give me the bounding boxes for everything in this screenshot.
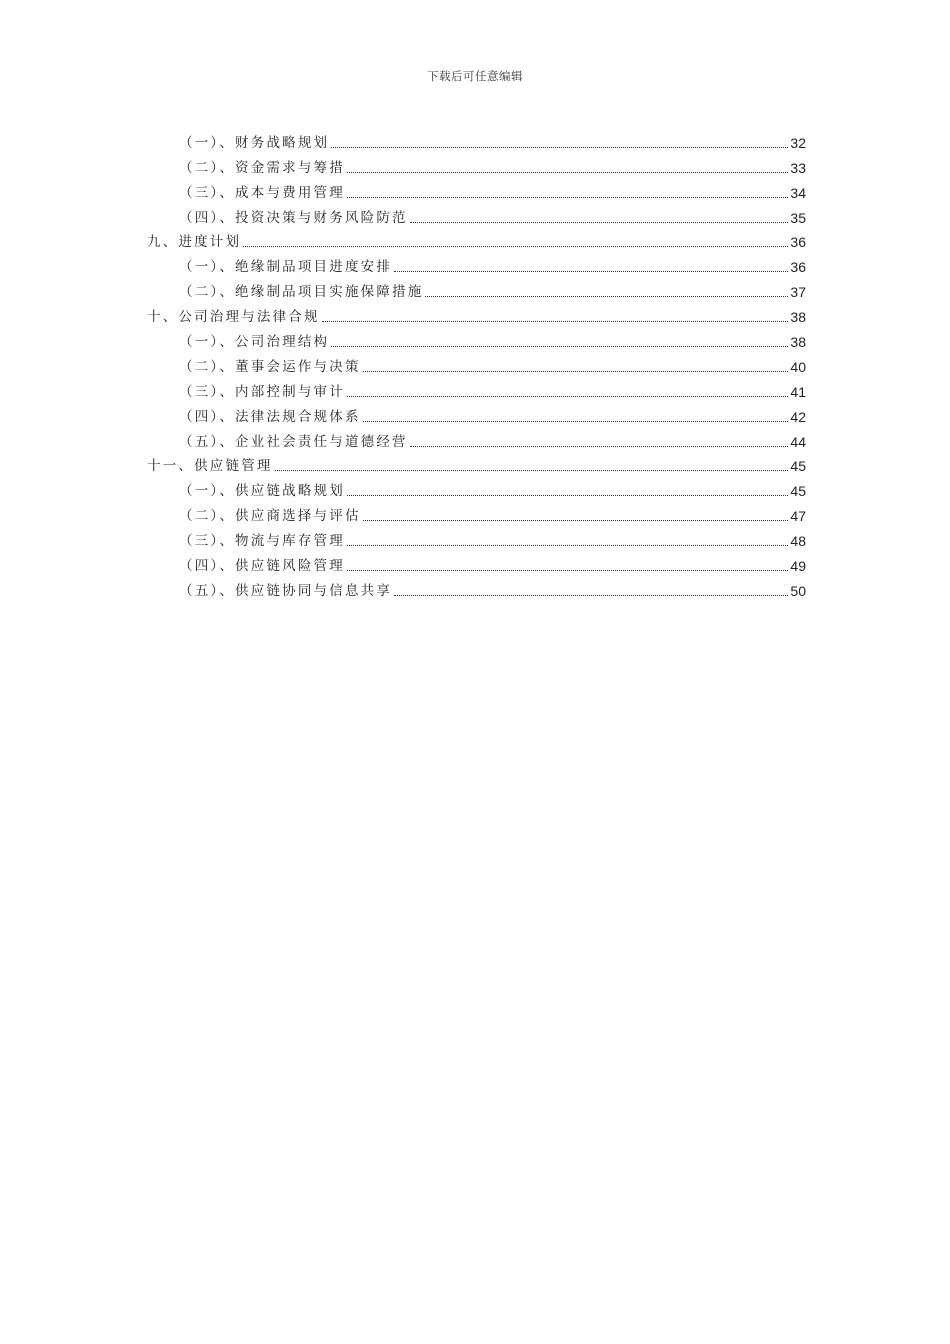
toc-dot-leader: [410, 221, 789, 223]
toc-entry-page-number: 50: [790, 582, 806, 599]
toc-entry[interactable]: [147, 202, 806, 227]
toc-entry-title: （一）、绝缘制品项目进度安排: [179, 259, 393, 276]
toc-entry[interactable]: [147, 451, 806, 476]
toc-entry[interactable]: [147, 177, 806, 202]
toc-entry-page-number: 37: [790, 284, 806, 301]
toc-dot-leader: [347, 171, 788, 173]
toc-dot-leader: [347, 569, 788, 571]
toc-dot-leader: [331, 345, 788, 347]
toc-entry-page-number: 33: [790, 159, 806, 176]
toc-entry-title: 十、公司治理与法律合规: [147, 309, 320, 326]
toc-dot-leader: [331, 146, 788, 148]
toc-entry[interactable]: [147, 301, 806, 326]
toc-dot-leader: [425, 295, 788, 297]
toc-entry-page-number: 45: [790, 483, 806, 500]
toc-entry[interactable]: [147, 550, 806, 575]
toc-entry-title: （一）、财务战略规划: [179, 134, 330, 151]
toc-entry[interactable]: [147, 127, 806, 152]
toc-entry[interactable]: [147, 227, 806, 252]
toc-entry-page-number: 36: [790, 234, 806, 251]
toc-entry[interactable]: [147, 475, 806, 500]
toc-entry[interactable]: [147, 152, 806, 177]
toc-entry-title: （四）、法律法规合规体系: [179, 408, 361, 425]
toc-dot-leader: [275, 469, 789, 471]
toc-entry[interactable]: [147, 500, 806, 525]
toc-entry-title: （四）、供应链风险管理: [179, 558, 345, 575]
toc-dot-leader: [347, 395, 788, 397]
toc-entry[interactable]: [147, 376, 806, 401]
toc-entry-page-number: 42: [790, 408, 806, 425]
toc-entry-title: （二）、绝缘制品项目实施保障措施: [179, 284, 424, 301]
toc-entry[interactable]: [147, 401, 806, 426]
toc-entry-title: （二）、供应商选择与评估: [179, 508, 361, 525]
toc-dot-leader: [363, 519, 789, 521]
toc-entry-title: （二）、资金需求与筹措: [179, 159, 345, 176]
toc-dot-leader: [394, 270, 788, 272]
toc-entry-page-number: 34: [790, 184, 806, 201]
toc-entry-title: 十一、供应链管理: [147, 458, 273, 475]
toc-entry-page-number: 32: [790, 134, 806, 151]
toc-entry[interactable]: [147, 575, 806, 600]
toc-dot-leader: [347, 196, 788, 198]
toc-entry-title: （二）、董事会运作与决策: [179, 358, 361, 375]
toc-entry-page-number: 49: [790, 558, 806, 575]
page-header: 下载后可任意编辑: [427, 69, 523, 83]
toc-entry-title: 九、进度计划: [147, 234, 242, 251]
toc-entry-page-number: 48: [790, 533, 806, 550]
toc-dot-leader: [322, 320, 789, 322]
toc-entry[interactable]: [147, 351, 806, 376]
toc-entry-page-number: 36: [790, 259, 806, 276]
toc-dot-leader: [243, 245, 788, 247]
toc-entry-page-number: 47: [790, 508, 806, 525]
toc-entry-page-number: 38: [790, 334, 806, 351]
toc-entry-title: （一）、供应链战略规划: [179, 483, 345, 500]
toc-entry-page-number: 45: [790, 458, 806, 475]
toc-entry-page-number: 40: [790, 358, 806, 375]
toc-entry-title: （三）、物流与库存管理: [179, 533, 345, 550]
toc-entry-page-number: 35: [790, 209, 806, 226]
toc-entry-title: （一）、公司治理结构: [179, 334, 330, 351]
toc-entry[interactable]: [147, 326, 806, 351]
toc-dot-leader: [394, 594, 788, 596]
toc-dot-leader: [363, 420, 789, 422]
toc-dot-leader: [347, 494, 788, 496]
toc-entry[interactable]: [147, 276, 806, 301]
toc-entry-page-number: 41: [790, 383, 806, 400]
toc-entry-title: （五）、企业社会责任与道德经营: [179, 433, 408, 450]
table-of-contents: [147, 127, 806, 600]
toc-entry-title: （三）、内部控制与审计: [179, 383, 345, 400]
toc-dot-leader: [363, 370, 789, 372]
toc-entry-page-number: 38: [790, 309, 806, 326]
toc-entry[interactable]: [147, 251, 806, 276]
toc-dot-leader: [410, 445, 789, 447]
toc-entry-page-number: 44: [790, 433, 806, 450]
toc-entry[interactable]: [147, 525, 806, 550]
toc-dot-leader: [347, 544, 788, 546]
toc-entry-title: （四）、投资决策与财务风险防范: [179, 209, 408, 226]
toc-entry-title: （五）、供应链协同与信息共享: [179, 582, 393, 599]
toc-entry[interactable]: [147, 426, 806, 451]
toc-entry-title: （三）、成本与费用管理: [179, 184, 345, 201]
